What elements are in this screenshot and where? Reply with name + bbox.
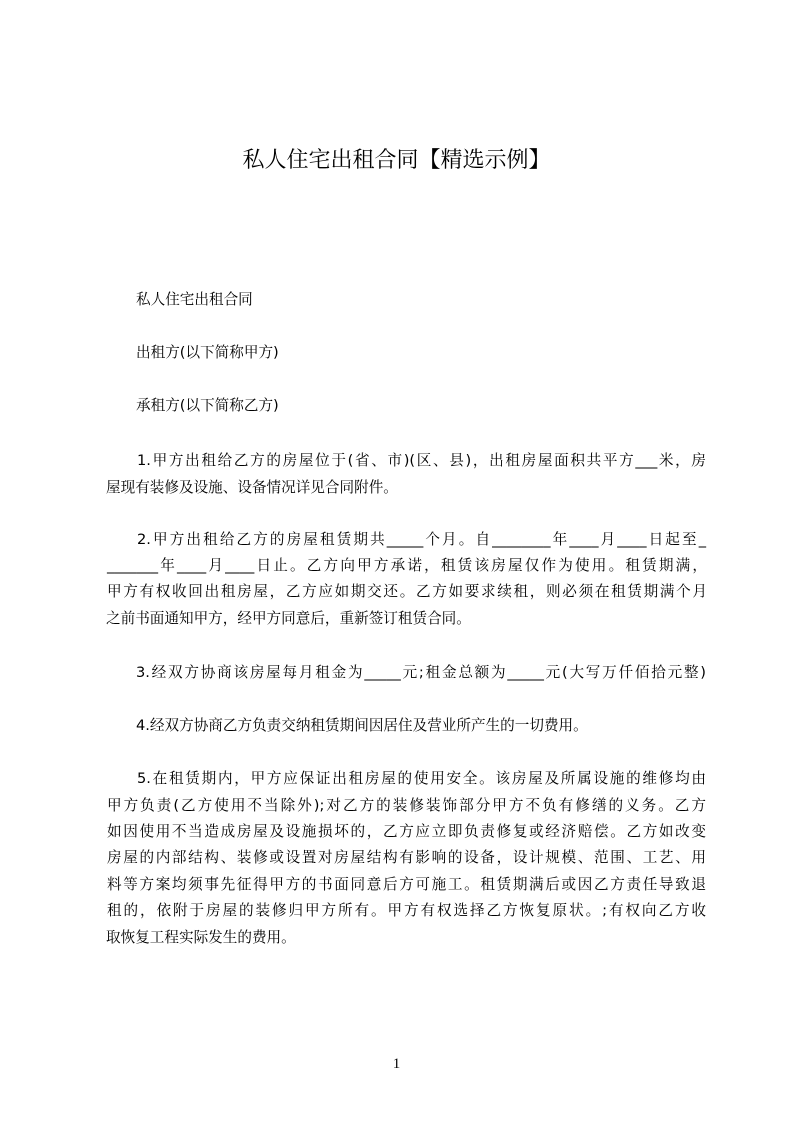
clause-line: 4.经双方协商乙方负责交纳租赁期间因居住及营业所产生的一切费用。 [136, 717, 588, 734]
clause-line: 料等方案均须事先征得甲方的书面同意后方可施工。租赁期满后或因乙方责任导致退 [107, 876, 706, 893]
lessor-line: 出租方(以下简称甲方) [136, 344, 279, 361]
heading: 私人住宅出租合同 [136, 291, 253, 308]
clause-line: _______年____月____日止。乙方向甲方承诺，租赁该房屋仅作为使用。租赁期满， [107, 557, 707, 574]
clause-line: 甲方负责(乙方使用不当除外);对乙方的装修装饰部分甲方不负有修缮的义务。乙方 [107, 797, 706, 814]
lessee-line: 承租方(以下简称乙方) [136, 397, 279, 414]
clause-line: 屋现有装修及设施、设备情况详见合同附件。 [106, 479, 398, 496]
document-title: 私人住宅出租合同【精选示例】 [242, 148, 551, 173]
clause-line: 甲方有权收回出租房屋，乙方应如期交还。乙方如要求续租，则必须在租赁期满个月 [107, 583, 707, 600]
page-number: 1 [392, 1056, 401, 1072]
clause-line: 1.甲方出租给乙方的房屋位于(省、市)(区、县)，出租房屋面积共平方___米，房 [137, 452, 706, 469]
clause-line: 房屋的内部结构、装修或设置对房屋结构有影响的设备，设计规模、范围、工艺、用 [107, 849, 706, 866]
clause-line: 5.在租赁期内，甲方应保证出租房屋的使用安全。该房屋及所属设施的维修均由 [137, 770, 706, 787]
clause-line: 租的，依附于房屋的装修归甲方所有。甲方有权选择乙方恢复原状。;有权向乙方收 [107, 902, 706, 919]
clause-line: 取恢复工程实际发生的费用。 [106, 929, 296, 946]
clause-line: 3.经双方协商该房屋每月租金为_____元;租金总额为_____元(大写万仟佰拾元整) [136, 664, 706, 681]
clause-line: 如因使用不当造成房屋及设施损坏的，乙方应立即负责修复或经济赔偿。乙方如改变 [107, 823, 706, 840]
clause-line: 之前书面通知甲方，经甲方同意后，重新签订租赁合同。 [106, 610, 471, 627]
clause-line: 2.甲方出租给乙方的房屋租赁期共_____个月。自________年____月____日起至_ [137, 531, 706, 548]
